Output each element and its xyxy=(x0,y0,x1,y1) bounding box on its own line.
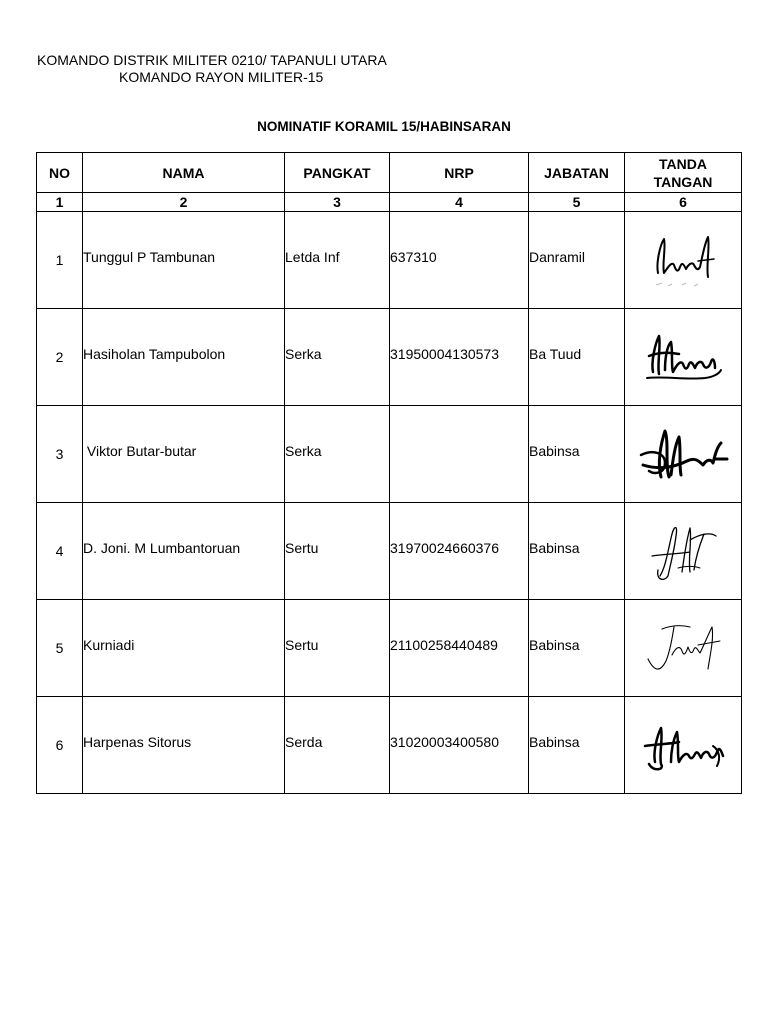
cell-no xyxy=(37,406,83,503)
cell-signature xyxy=(625,697,742,794)
cell-nama xyxy=(83,406,285,503)
signature-4 xyxy=(638,514,728,588)
row-pangkat: Serka xyxy=(285,346,322,362)
table-row xyxy=(37,309,742,406)
signature-5 xyxy=(638,611,728,685)
cell-nrp xyxy=(390,212,529,309)
cell-pangkat xyxy=(285,697,390,794)
cell-pangkat xyxy=(285,309,390,406)
header-no: NO xyxy=(37,153,83,193)
cell-no xyxy=(37,503,83,600)
row-nama: Kurniadi xyxy=(83,637,135,653)
cell-nama xyxy=(83,503,285,600)
cell-signature xyxy=(625,406,742,503)
cell-pangkat xyxy=(285,600,390,697)
cell-signature xyxy=(625,212,742,309)
row-nama: Viktor Butar-butar xyxy=(83,443,197,459)
row-pangkat: Sertu xyxy=(285,540,319,556)
cell-nama xyxy=(83,212,285,309)
cell-no xyxy=(37,697,83,794)
row-pangkat: Serka xyxy=(285,443,322,459)
header-nama: NAMA xyxy=(83,153,285,193)
cell-signature xyxy=(625,503,742,600)
row-nama: D. Joni. M Lumbantoruan xyxy=(83,540,241,556)
table-row xyxy=(37,406,742,503)
header-jabatan: JABATAN xyxy=(529,153,625,193)
header-row xyxy=(37,153,742,193)
cell-jabatan xyxy=(529,503,625,600)
row-number: 3 xyxy=(55,446,64,462)
row-number: 5 xyxy=(55,640,64,656)
cell-no xyxy=(37,309,83,406)
cell-nama xyxy=(83,600,285,697)
header-tanda-line1: TANDA xyxy=(659,155,707,172)
row-pangkat: Serda xyxy=(285,734,323,750)
row-nama: Harpenas Sitorus xyxy=(83,734,192,750)
cell-signature xyxy=(625,600,742,697)
cell-jabatan xyxy=(529,212,625,309)
signature-2 xyxy=(635,322,731,392)
cell-nrp xyxy=(390,406,529,503)
column-number-row xyxy=(37,193,742,212)
column-number: 3 xyxy=(285,193,390,212)
cell-nrp xyxy=(390,503,529,600)
column-number: 5 xyxy=(529,193,625,212)
row-nama: Hasiholan Tampubolon xyxy=(83,346,226,362)
cell-pangkat xyxy=(285,212,390,309)
table-row xyxy=(37,212,742,309)
signature-3 xyxy=(635,419,731,489)
header-nrp: NRP xyxy=(390,153,529,193)
row-nrp: 31950004130573 xyxy=(390,346,500,362)
cell-no xyxy=(37,600,83,697)
column-number: 1 xyxy=(37,193,83,212)
row-number: 4 xyxy=(55,543,64,559)
column-number: 4 xyxy=(390,193,529,212)
row-nrp: 637310 xyxy=(390,249,437,265)
table-row xyxy=(37,600,742,697)
column-number: 2 xyxy=(83,193,285,212)
cell-jabatan xyxy=(529,309,625,406)
header-line-1: KOMANDO DISTRIK MILITER 0210/ TAPANULI UTARA xyxy=(37,52,387,68)
cell-nrp xyxy=(390,600,529,697)
cell-no xyxy=(37,212,83,309)
signature-6 xyxy=(635,710,731,780)
column-number: 6 xyxy=(625,193,742,212)
signature-1 xyxy=(638,225,728,295)
cell-pangkat xyxy=(285,503,390,600)
row-number: 1 xyxy=(55,252,64,268)
header-pangkat: PANGKAT xyxy=(285,153,390,193)
row-number: 2 xyxy=(55,349,64,365)
cell-nrp xyxy=(390,309,529,406)
cell-nama xyxy=(83,309,285,406)
header-line-2: KOMANDO RAYON MILITER-15 xyxy=(119,69,324,85)
row-jabatan: Babinsa xyxy=(529,443,580,459)
cell-jabatan xyxy=(529,600,625,697)
row-number: 6 xyxy=(55,737,64,753)
row-jabatan: Ba Tuud xyxy=(529,346,582,362)
row-jabatan: Babinsa xyxy=(529,734,580,750)
row-nama: Tunggul P Tambunan xyxy=(83,249,216,265)
row-jabatan: Babinsa xyxy=(529,637,580,653)
roster-table xyxy=(36,152,742,794)
cell-signature xyxy=(625,309,742,406)
cell-jabatan xyxy=(529,406,625,503)
row-pangkat: Letda Inf xyxy=(285,249,340,265)
header-tanda-tangan xyxy=(625,153,742,193)
table-row xyxy=(37,697,742,794)
row-nrp: 31020003400580 xyxy=(390,734,500,750)
document-title: NOMINATIF KORAMIL 15/HABINSARAN xyxy=(257,119,511,134)
row-jabatan: Babinsa xyxy=(529,540,580,556)
table-row xyxy=(37,503,742,600)
row-nrp: 31970024660376 xyxy=(390,540,500,556)
cell-nama xyxy=(83,697,285,794)
cell-pangkat xyxy=(285,406,390,503)
cell-nrp xyxy=(390,697,529,794)
row-pangkat: Sertu xyxy=(285,637,319,653)
row-jabatan: Danramil xyxy=(529,249,586,265)
header-tanda-line2: TANGAN xyxy=(653,173,713,190)
row-nrp: 21100258440489 xyxy=(390,637,498,653)
cell-jabatan xyxy=(529,697,625,794)
